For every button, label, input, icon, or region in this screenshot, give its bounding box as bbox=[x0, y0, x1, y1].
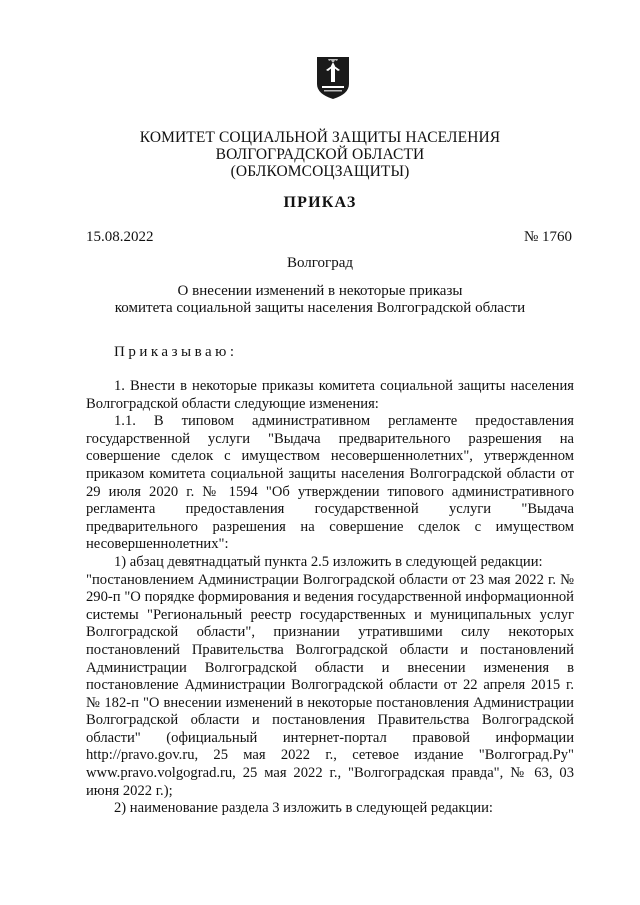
paragraph: 1) абзац девятнадцатый пункта 2.5 изложить в следующей редакции: bbox=[114, 553, 543, 570]
org-line: ВОЛГОГРАДСКОЙ ОБЛАСТИ bbox=[215, 146, 425, 163]
paragraph: 2) наименование раздела 3 изложить в следующей редакции: bbox=[114, 800, 493, 817]
document-body bbox=[86, 378, 574, 818]
document-city: Волгоград bbox=[286, 255, 353, 271]
paragraph: 1. Внести в некоторые приказы комитета социальной защиты населения Волгоградской области следующие изменения: bbox=[86, 378, 574, 412]
organization-name bbox=[0, 129, 640, 180]
org-line: КОМИТЕТ СОЦИАЛЬНОЙ ЗАЩИТЫ НАСЕЛЕНИЯ bbox=[139, 129, 501, 146]
coat-of-arms-icon bbox=[316, 56, 350, 100]
document-subject bbox=[0, 283, 640, 317]
subject-line: комитета социальной защиты населения Волгоградской области bbox=[114, 300, 526, 316]
document-number: № 1760 bbox=[523, 229, 572, 245]
paragraph: "постановлением Администрации Волгоградской области от 23 мая 2022 г. № 290-п "О порядке формирования и ведения государственной информационной системы "Региональный реестр государственных и муниципальных услуг Волгоградской области", признании утратившими силу некоторых постановлений Правительства Волгоградской области и постановлений Администрации Волгоградской области и внесении изменения в постановление Администрации Волгоградской области от 22 апреля 2015 г. № 182-п "О внесении изменений в некоторые постановления Администрации Волгоградской области и постановления Правительства Волгоградской области" (официальный интернет-портал правовой информации http://pravo.gov.ru, 25 мая 2022 г., сетевое издание "Волгоград.Ру" www.pravo.volgograd.ru, 25 мая 2022 г., "Волгоградская правда", № 63, 03 июня 2022 г.); bbox=[86, 571, 574, 799]
order-word: Приказываю: bbox=[114, 344, 238, 360]
paragraph: 1.1. В типовом административном регламенте предоставления государственной услуги "Выдача предварительного разрешения на совершение сделок с имуществом несовершеннолетних", утвержденном приказом комитета социальной защиты населения Волгоградской области от 29 июля 2020 г. № 1594 "Об утверждении типового административного регламента предоставления государственной услуги "Выдача предварительного разрешения на совершение сделок с имуществом несовершеннолетних": bbox=[86, 413, 574, 553]
subject-line: О внесении изменений в некоторые приказы bbox=[177, 283, 463, 299]
document-type: ПРИКАЗ bbox=[283, 194, 357, 211]
document-date: 15.08.2022 bbox=[86, 229, 154, 245]
org-line: (ОБЛКОМСОЦЗАЩИТЫ) bbox=[230, 163, 410, 180]
